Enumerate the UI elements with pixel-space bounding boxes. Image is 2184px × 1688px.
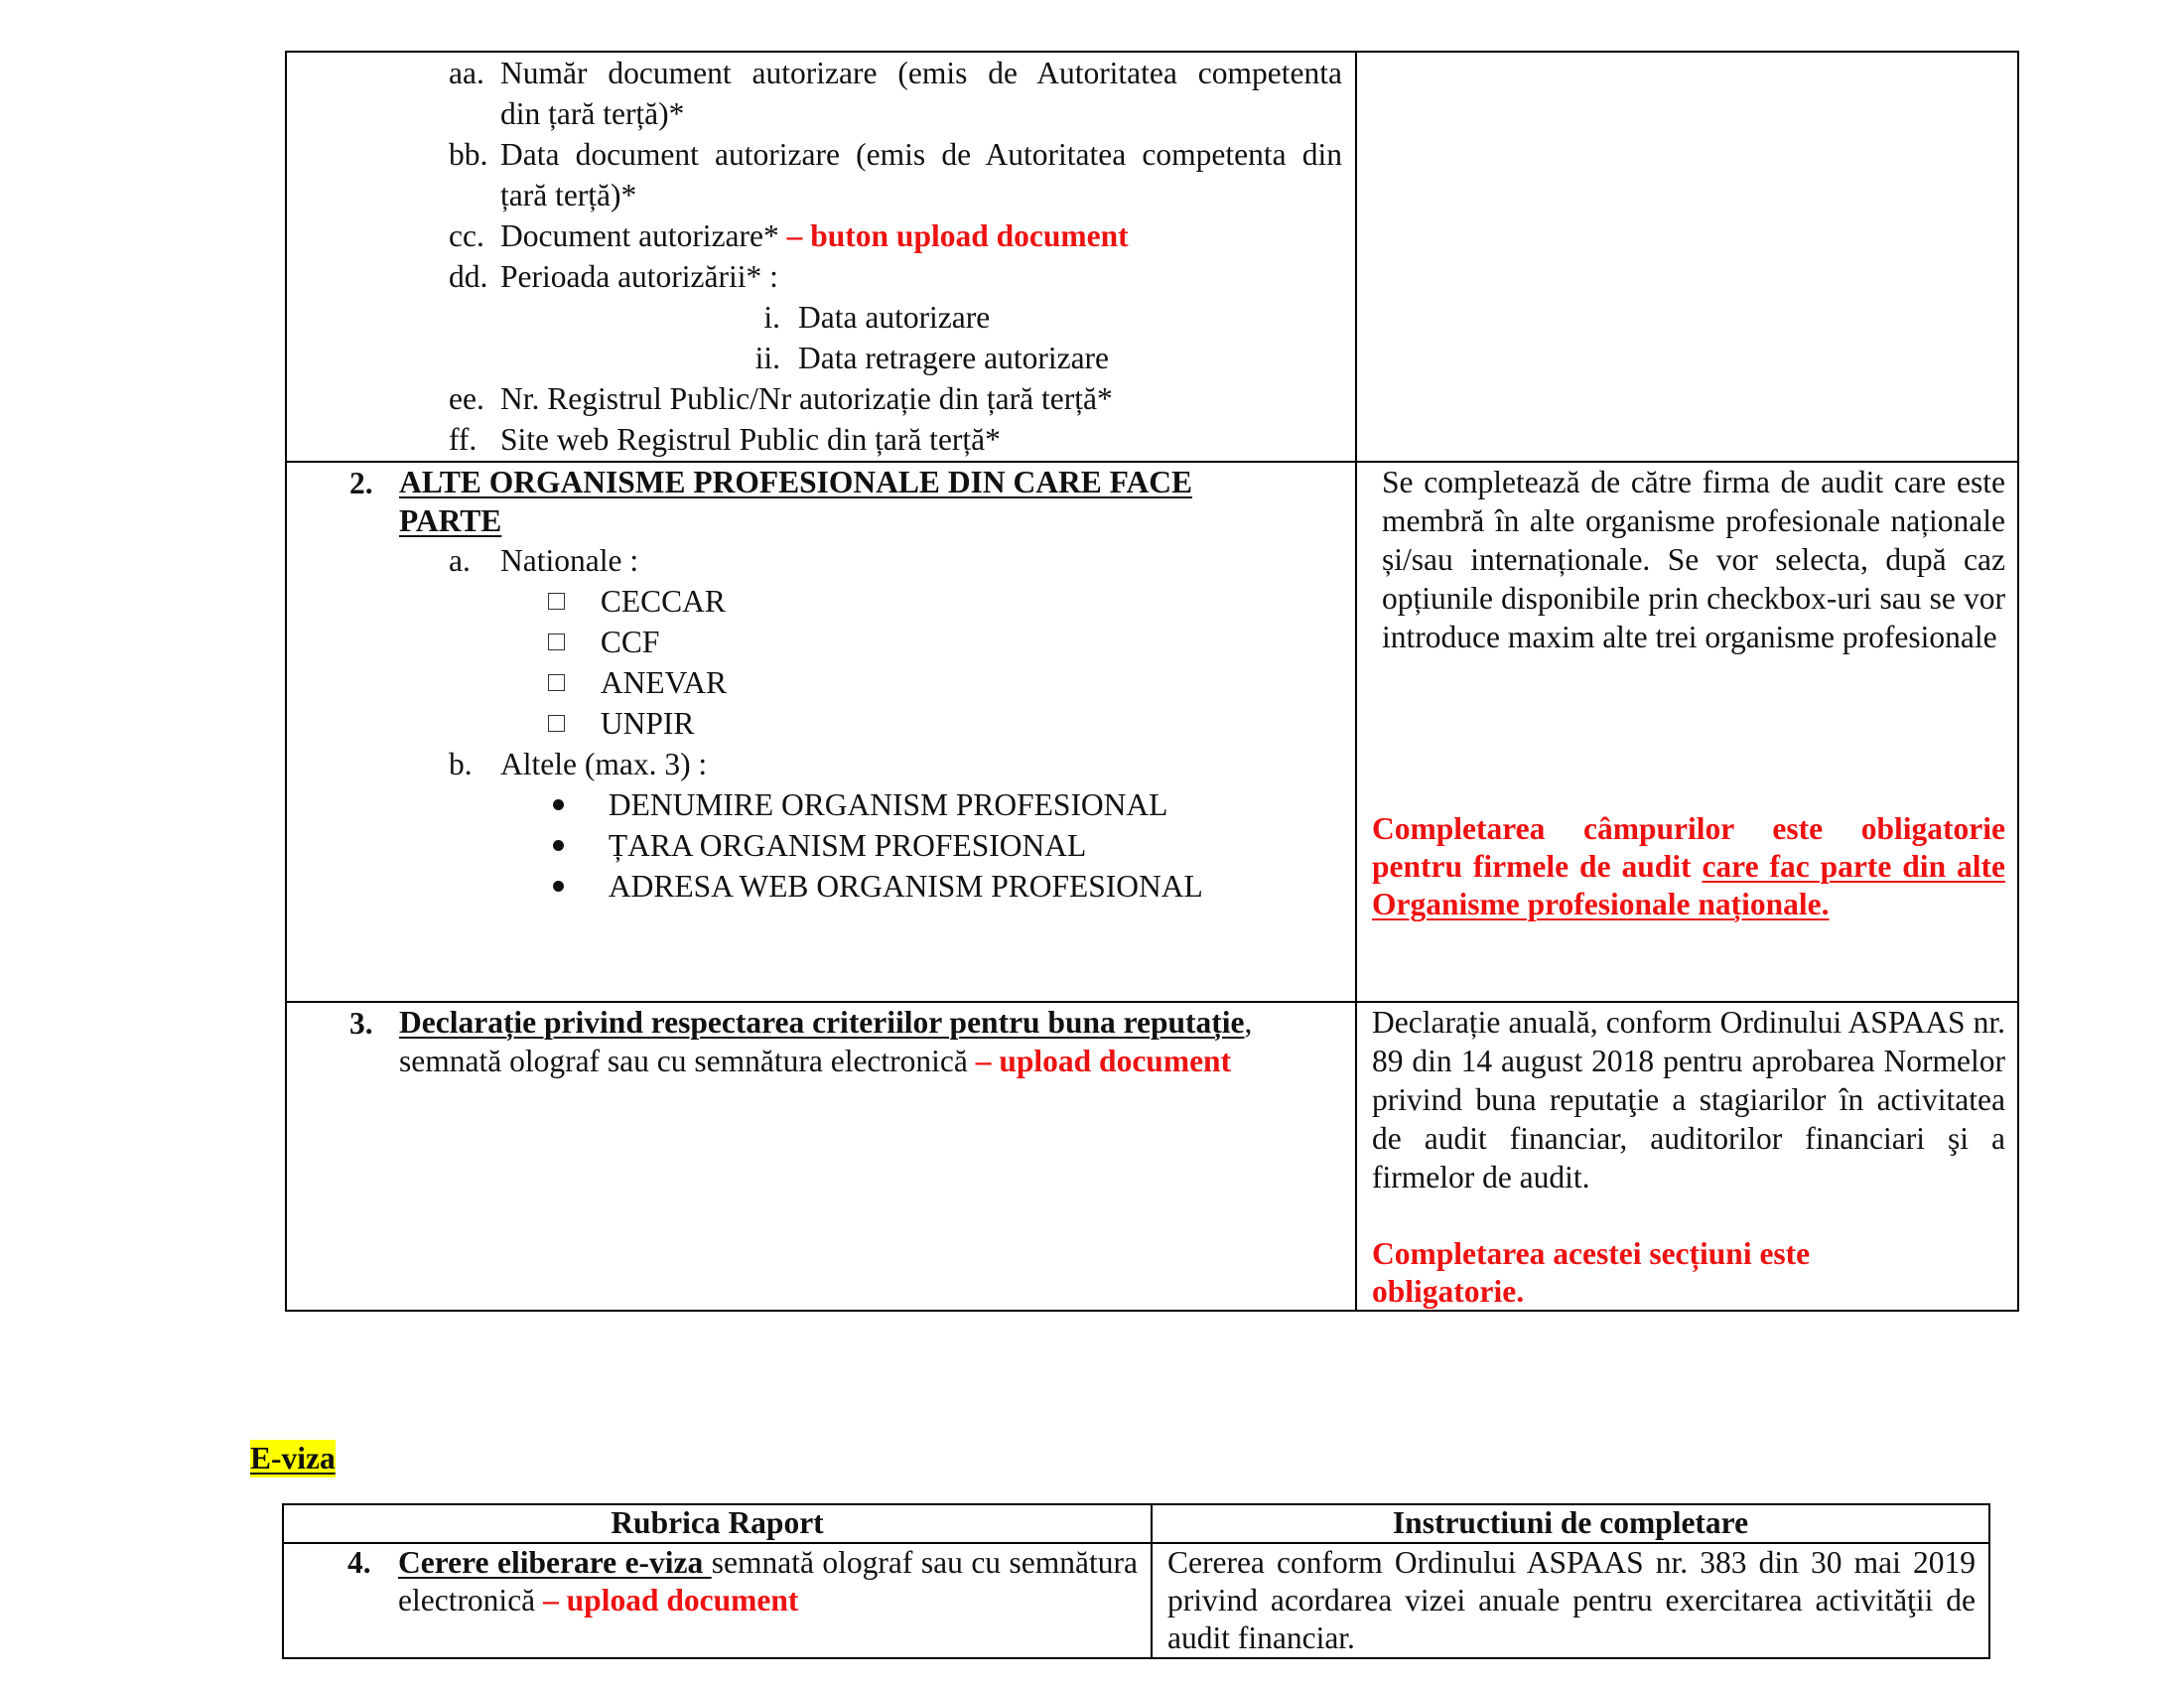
list-item: cc. Document autorizare* – buton upload document — [449, 218, 1129, 253]
instructions-text: Cererea conform Ordinului ASPAAS nr. 383 din 30 mai 2019 privind acordarea vizei anuale pentru exercitarea activităţii de audit financiar. — [1167, 1545, 1976, 1655]
bullet-icon — [553, 881, 564, 892]
row-number: 3. — [349, 1006, 373, 1041]
bullet-item: ȚARA ORGANISM PROFESIONAL — [553, 825, 1086, 866]
upload-note: – buton upload document — [778, 218, 1129, 253]
checkbox-icon[interactable] — [548, 674, 565, 691]
checkbox-item[interactable]: CCF — [548, 622, 659, 662]
mandatory-note: Completarea câmpurilor este obligatorie pentru firmele de audit care fac parte din alte Organisme profesionale naționale. — [1372, 811, 2005, 921]
list-item: ee. Nr. Registrul Public/Nr autorizație din țară terță* — [449, 381, 1113, 416]
checkbox-item[interactable]: CECCAR — [548, 581, 726, 622]
sub-list-item: i. Data autorizare — [763, 300, 991, 335]
row-number: 4. — [347, 1545, 371, 1580]
checkbox-item[interactable]: ANEVAR — [548, 662, 727, 703]
column-header: Rubrica Raport — [611, 1505, 824, 1540]
list-item: bb. Data document autorizare (emis de Autoritatea competenta din țară terță)* — [449, 137, 1342, 212]
row-description: Declarație privind respectarea criteriilor pentru buna reputație, semnată olograf sau cu semnătura electronică – upload document — [399, 1005, 1253, 1078]
mandatory-note: Completarea acestei secțiuni este obligatorie. — [1372, 1236, 1811, 1309]
sub-list-item: ii. Data retragere autorizare — [754, 341, 1110, 375]
list-item: dd. Perioada autorizării* : — [449, 259, 778, 294]
bullet-item: DENUMIRE ORGANISM PROFESIONAL — [553, 784, 1167, 825]
bullet-icon — [553, 840, 564, 851]
checkbox-icon[interactable] — [548, 715, 565, 732]
instructions-text: Se completează de către firma de audit care este membră în alte organisme profesionale naționale și/sau internaționale. Se vor selecta, după caz opțiunile disponibile prin checkbox-uri sau se vor introduce maxim alte trei organisme profesionale — [1382, 465, 2005, 654]
section-title: E-viza — [250, 1441, 336, 1476]
checkbox-item[interactable]: UNPIR — [548, 703, 694, 744]
bullet-item: ADRESA WEB ORGANISM PROFESIONAL — [553, 866, 1203, 907]
section-heading: ALTE ORGANISME PROFESIONALE DIN CARE FACE PARTE — [399, 465, 1192, 538]
upload-note: – upload document — [535, 1583, 799, 1618]
list-item: ff. Site web Registrul Public din țară terță* — [449, 422, 1001, 457]
upload-note: – upload document — [975, 1044, 1232, 1078]
bullet-icon — [553, 799, 564, 810]
checkbox-icon[interactable] — [548, 593, 565, 610]
row-number: 2. — [349, 466, 373, 500]
list-item: aa. Număr document autorizare (emis de Autoritatea competenta din țară terță)* — [449, 56, 1342, 131]
checkbox-icon[interactable] — [548, 633, 565, 650]
column-header: Instructiuni de completare — [1392, 1505, 1749, 1540]
instructions-text: Declarație anuală, conform Ordinului ASPAAS nr. 89 din 14 august 2018 pentru aprobarea Normelor privind buna reputaţie a stagiarilor în activitatea de audit financiar, auditorilor financiari şi a firmelor de audit. — [1372, 1005, 2005, 1195]
row-description: Cerere eliberare e-viza semnată olograf sau cu semnătura electronică – upload document — [398, 1545, 1138, 1618]
